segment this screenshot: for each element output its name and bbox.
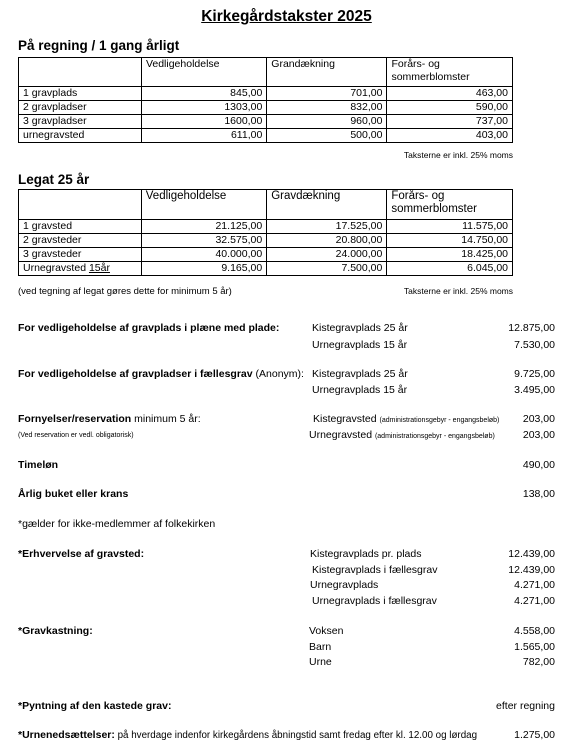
legat-minimum-note: (ved tegning af legat gøres dette for minimum 5 år) — [18, 286, 232, 297]
fornyelser-label-rest: minimum 5 år: — [131, 413, 201, 425]
pyntning-label: *Pyntning af den kastede grav: — [18, 700, 172, 712]
item-label: Kistegravplads 25 år — [312, 368, 408, 380]
price-table-legat — [18, 189, 513, 276]
table-row — [19, 234, 513, 248]
footnote: *gælder for ikke-medlemmer af folkekirken — [18, 518, 216, 530]
buket-label: Årlig buket eller krans — [18, 488, 129, 500]
fornyelser-label-bold: Fornyelser/reservation — [18, 413, 132, 425]
header-cell — [19, 190, 142, 220]
item-name: Kistegravsted — [313, 413, 377, 425]
vedl-faelles-label-rest: (Anonym): — [252, 368, 304, 380]
urnened-value: 1.275,00 — [514, 729, 555, 741]
item-value: 3.495,00 — [514, 384, 555, 396]
item-label: Urnegravplads i fællesgrav — [312, 595, 437, 607]
cell-value: 845,00 — [141, 87, 266, 101]
item-label: Voksen — [309, 625, 344, 637]
cell-value: 40.000,00 — [141, 248, 266, 262]
fee-note: (administrationsgebyr - engangsbeløb) — [379, 417, 500, 424]
urnened-label-bold: *Urnenedsættelser: — [18, 729, 115, 741]
row-label-text: Urnegravsted — [23, 262, 89, 274]
cell-value: 7.500,00 — [267, 262, 387, 276]
table-row — [19, 220, 513, 234]
urnened-label — [18, 729, 477, 741]
item-label: Urne — [309, 656, 332, 668]
header-cell: Gravdækning — [267, 190, 387, 220]
urnened-text: på hverdage indenfor kirkegårdens åbningstid samt fredag efter kl. 12.00 og lørdag — [114, 730, 478, 741]
fornyelser-sub-note: (Ved reservation er vedl. obligatorisk) — [18, 432, 134, 439]
price-table-regning — [18, 57, 513, 143]
erhvervelse-label: *Erhvervelse af gravsted: — [18, 548, 145, 560]
item-value: 4.271,00 — [514, 579, 555, 591]
row-label: 3 gravsteder — [19, 248, 142, 262]
gravkastning-label: *Gravkastning: — [18, 625, 93, 637]
cell-value: 611,00 — [141, 129, 266, 143]
item-label — [309, 429, 495, 441]
row-label: 2 gravsteder — [19, 234, 142, 248]
item-label: Urnegravplads 15 år — [312, 384, 408, 396]
table-row — [19, 87, 513, 101]
header-cell: Grandækning — [267, 58, 387, 87]
buket-value: 138,00 — [522, 488, 555, 500]
header-cell — [19, 58, 142, 87]
item-value: 782,00 — [522, 656, 555, 668]
cell-value: 32.575,00 — [141, 234, 266, 248]
section2-heading: Legat 25 år — [18, 172, 90, 187]
cell-value: 737,00 — [387, 115, 513, 129]
vat-note: Taksterne er inkl. 25% moms — [403, 150, 513, 160]
item-value: 12.875,00 — [508, 322, 555, 334]
row-label: 1 gravplads — [19, 87, 142, 101]
item-label — [313, 413, 499, 425]
cell-value: 17.525,00 — [267, 220, 387, 234]
fee-note: (administrationsgebyr - engangsbeløb) — [374, 433, 495, 440]
item-label: Kistegravplads i fællesgrav — [312, 564, 438, 576]
table-row — [19, 262, 513, 276]
table-header-row — [19, 58, 513, 87]
item-value: 4.271,00 — [514, 595, 555, 607]
header-cell: Vedligeholdelse — [141, 190, 266, 220]
cell-value: 463,00 — [387, 87, 513, 101]
cell-value: 701,00 — [267, 87, 387, 101]
table-row — [19, 129, 513, 143]
cell-value: 20.800,00 — [267, 234, 387, 248]
vedl-plaene-label: For vedligeholdelse af gravplads i plæne med plade: — [18, 322, 280, 334]
header-cell: Vedligeholdelse — [141, 58, 266, 87]
row-label — [19, 262, 142, 276]
item-value: 9.725,00 — [514, 368, 555, 380]
table-row — [19, 101, 513, 115]
vedl-faelles-label — [18, 368, 304, 380]
item-value: 12.439,00 — [508, 548, 555, 560]
item-value: 203,00 — [522, 429, 555, 441]
timeloen-label: Timeløn — [18, 459, 59, 471]
item-value: 12.439,00 — [508, 564, 555, 576]
header-cell: Forårs- og sommerblomster — [387, 58, 513, 87]
fornyelser-label — [18, 413, 201, 425]
row-label: 1 gravsted — [19, 220, 142, 234]
cell-value: 832,00 — [267, 101, 387, 115]
cell-value: 960,00 — [267, 115, 387, 129]
cell-value: 18.425,00 — [387, 248, 513, 262]
cell-value: 24.000,00 — [267, 248, 387, 262]
pyntning-value: efter regning — [496, 700, 555, 712]
table-row — [19, 248, 513, 262]
row-label: 3 gravpladser — [19, 115, 142, 129]
cell-value: 14.750,00 — [387, 234, 513, 248]
item-label: Barn — [309, 641, 332, 653]
item-value: 7.530,00 — [514, 339, 555, 351]
cell-value: 500,00 — [267, 129, 387, 143]
item-value: 4.558,00 — [514, 625, 555, 637]
item-label: Kistegravplads pr. plads — [310, 548, 422, 560]
item-name: Urnegravsted — [309, 429, 373, 441]
table-row — [19, 115, 513, 129]
row-label-underlined: 15år — [88, 262, 110, 274]
cell-value: 1303,00 — [141, 101, 266, 115]
vat-note: Taksterne er inkl. 25% moms — [403, 286, 513, 296]
section1-heading: På regning / 1 gang årligt — [18, 38, 180, 53]
header-cell: Forårs- og sommerblomster — [387, 190, 513, 220]
row-label: 2 gravpladser — [19, 101, 142, 115]
cell-value: 21.125,00 — [141, 220, 266, 234]
cell-value: 11.575,00 — [387, 220, 513, 234]
item-label: Kistegravplads 25 år — [312, 322, 408, 334]
item-label: Urnegravplads 15 år — [312, 339, 408, 351]
cell-value: 403,00 — [387, 129, 513, 143]
item-value: 203,00 — [522, 413, 555, 425]
vedl-faelles-label-bold: For vedligeholdelse af gravpladser i fællesgrav — [18, 368, 253, 380]
page-title: Kirkegårdstakster 2025 — [201, 8, 372, 25]
row-label: urnegravsted — [19, 129, 142, 143]
item-label: Urnegravplads — [310, 579, 379, 591]
cell-value: 6.045,00 — [387, 262, 513, 276]
table-header-row — [19, 190, 513, 220]
cell-value: 1600,00 — [141, 115, 266, 129]
item-value: 1.565,00 — [514, 641, 555, 653]
cell-value: 590,00 — [387, 101, 513, 115]
cell-value: 9.165,00 — [141, 262, 266, 276]
timeloen-value: 490,00 — [522, 459, 555, 471]
